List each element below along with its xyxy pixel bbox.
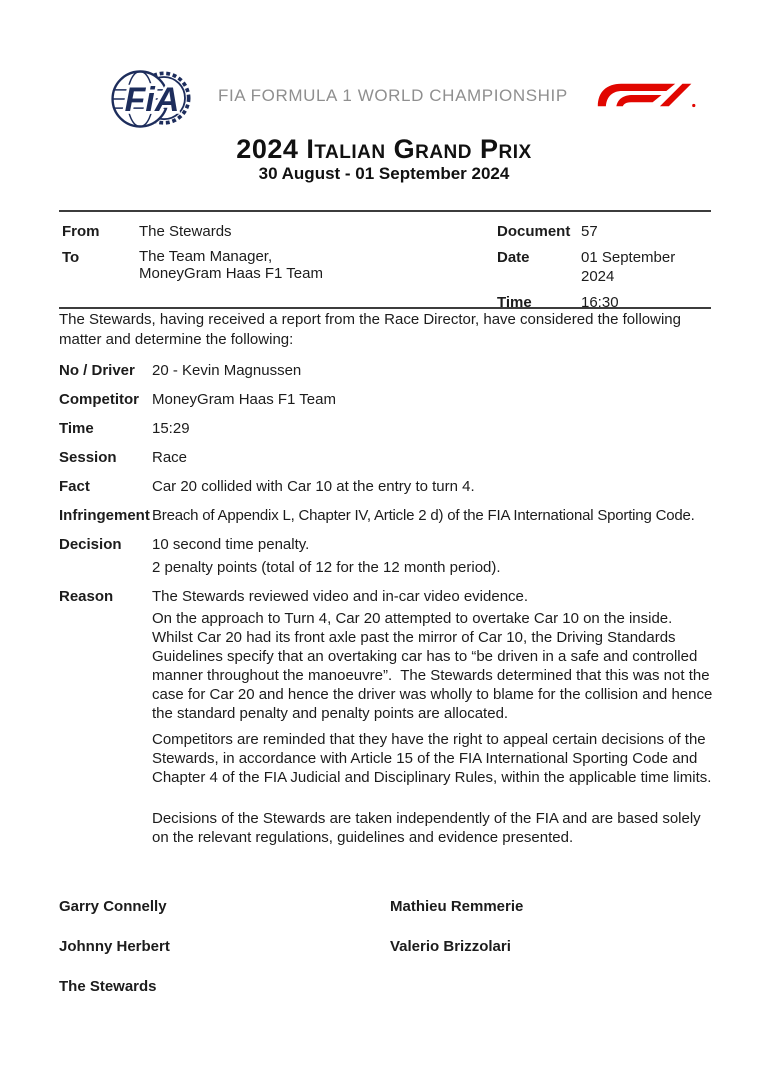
time-field-label: Time bbox=[59, 420, 94, 437]
stewards-footer: The Stewards bbox=[59, 978, 157, 995]
competitor-value: MoneyGram Haas F1 Team bbox=[152, 391, 336, 408]
infringement-label: Infringement bbox=[59, 507, 150, 524]
to-value-line1: The Team Manager, bbox=[139, 248, 273, 265]
decision-label: Decision bbox=[59, 536, 122, 553]
reason-paragraph-2: On the approach to Turn 4, Car 20 attempted to overtake Car 10 on the inside. Whilst Car 20 had its front axle past the mirror of Car 10, the Driving Standards Guidelines specify that an overtaking car has to “be driven in a safe and controlled manner throughout the manoeuvre”. The Stewards determined that this was not the case for Car 20 and hence the driver was wholly to blame for the collision and hence the standard penalty and penalty points are allocated. bbox=[152, 610, 717, 722]
decision-value bbox=[152, 535, 715, 577]
steward-name-johnny-herbert: Johnny Herbert bbox=[59, 938, 170, 955]
steward-name-garry-connelly: Garry Connelly bbox=[59, 898, 167, 915]
from-value: The Stewards bbox=[139, 223, 232, 240]
field-row-session bbox=[59, 448, 715, 467]
to-label: To bbox=[62, 249, 80, 266]
infringement-value: Breach of Appendix L, Chapter IV, Article 2 d) of the FIA International Sporting Code. bbox=[152, 507, 695, 524]
steward-name-mathieu-remmerie: Mathieu Remmerie bbox=[390, 898, 524, 915]
meta-right-column bbox=[497, 222, 711, 312]
signature-row-3 bbox=[59, 977, 715, 996]
event-title: 2024 Italian Grand Prix bbox=[236, 134, 532, 164]
championship-title: FIA FORMULA 1 WORLD CHAMPIONSHIP bbox=[218, 86, 568, 105]
decision-line2: 2 penalty points (total of 12 for the 12 month period). bbox=[152, 559, 501, 576]
intro-paragraph: The Stewards, having received a report from the Race Director, have considered the following matter and determine the following: bbox=[59, 311, 681, 348]
to-value-line2: MoneyGram Haas F1 Team bbox=[139, 265, 323, 282]
field-row-competitor bbox=[59, 390, 715, 409]
field-row-fact bbox=[59, 477, 715, 496]
fia-logo-icon bbox=[106, 66, 198, 132]
reason-paragraph-4: Decisions of the Stewards are taken independently of the FIA and are based solely on the relevant regulations, guidelines and evidence presented. bbox=[152, 810, 705, 846]
document-label: Document bbox=[497, 223, 571, 240]
no-driver-value: 20 - Kevin Magnussen bbox=[152, 362, 302, 379]
reason-label: Reason bbox=[59, 588, 114, 605]
time-field-value: 15:29 bbox=[152, 420, 190, 437]
signatures-block bbox=[59, 897, 715, 1017]
time-value: 16:30 bbox=[581, 294, 619, 311]
field-row-no-driver bbox=[59, 361, 715, 380]
decision-fields bbox=[59, 361, 715, 857]
to-value bbox=[139, 248, 323, 282]
no-driver-label: No / Driver bbox=[59, 362, 135, 379]
reason-paragraph-1: The Stewards reviewed video and in-car video evidence. bbox=[152, 588, 529, 605]
decision-line1: 10 second time penalty. bbox=[152, 536, 310, 553]
date-label: Date bbox=[497, 249, 530, 266]
time-label: Time bbox=[497, 294, 532, 311]
meta-table bbox=[59, 210, 711, 309]
session-label: Session bbox=[59, 449, 117, 466]
field-row-decision bbox=[59, 535, 715, 577]
field-row-reason bbox=[59, 587, 715, 847]
document-value: 57 bbox=[581, 223, 598, 240]
meta-left-column bbox=[62, 222, 323, 282]
fact-label: Fact bbox=[59, 478, 90, 495]
event-dates: 30 August - 01 September 2024 bbox=[258, 164, 510, 183]
from-label: From bbox=[62, 223, 100, 240]
signature-row-2 bbox=[59, 937, 715, 956]
f1-logo-icon bbox=[597, 80, 697, 110]
field-row-time bbox=[59, 419, 715, 438]
reason-value bbox=[152, 587, 715, 847]
field-row-infringement bbox=[59, 506, 715, 525]
signature-row-1 bbox=[59, 897, 715, 916]
fact-value: Car 20 collided with Car 10 at the entry to turn 4. bbox=[152, 478, 475, 495]
fia-logo-text: FiA bbox=[124, 80, 180, 119]
session-value: Race bbox=[152, 449, 188, 466]
reason-paragraph-3: Competitors are reminded that they have the right to appeal certain decisions of the Stewards, in accordance with Article 15 of the FIA International Sporting Code and Chapter 4 of the FIA Judicial and Disciplinary Rules, within the applicable time limits. bbox=[152, 731, 712, 786]
competitor-label: Competitor bbox=[59, 391, 139, 408]
date-value: 01 September 2024 bbox=[581, 249, 676, 285]
steward-name-valerio-brizzolari: Valerio Brizzolari bbox=[390, 938, 511, 955]
